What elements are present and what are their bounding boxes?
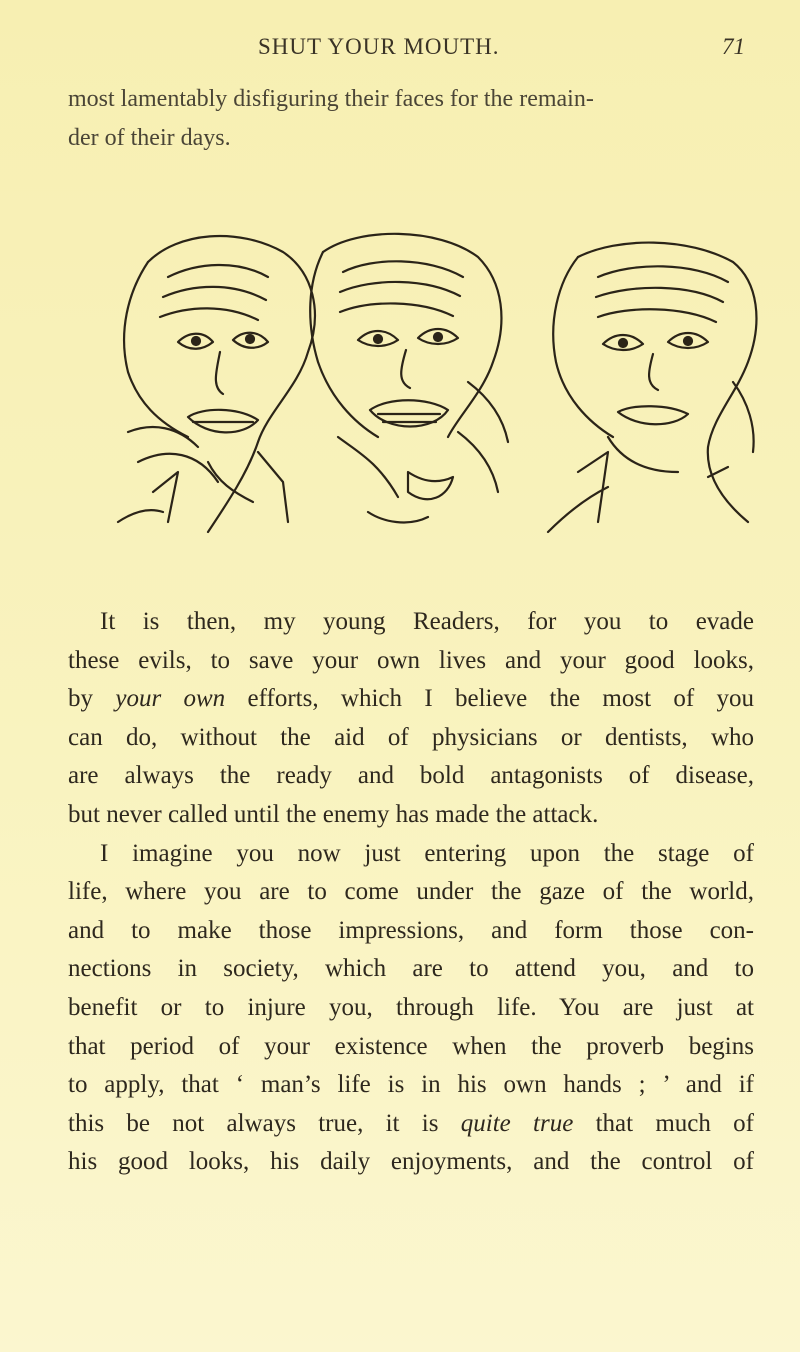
text-segment: efforts, which I believe the most of you bbox=[225, 685, 755, 713]
text-line: can do, without the aid of physicians or dentists, who bbox=[68, 723, 754, 751]
text-segment: this be not always true, it is bbox=[68, 1109, 461, 1137]
text-line bbox=[68, 680, 754, 719]
text-line: these evils, to save your own lives and your good looks, bbox=[68, 646, 754, 674]
face-middle bbox=[310, 234, 508, 523]
emphasis-text: your own bbox=[115, 685, 226, 713]
three-faces-illustration-icon bbox=[108, 222, 768, 582]
text-segment: that much of bbox=[573, 1109, 754, 1137]
top-paragraph bbox=[68, 80, 754, 157]
running-title: SHUT YOUR MOUTH. bbox=[258, 34, 500, 59]
emphasis-text: quite true bbox=[460, 1109, 574, 1137]
text-segment: by bbox=[68, 685, 116, 713]
main-text bbox=[68, 603, 754, 1182]
text-line: his good looks, his daily enjoyments, and the control of bbox=[68, 1148, 754, 1176]
text-line: but never called until the enemy has made the attack. bbox=[68, 800, 599, 828]
face-right bbox=[548, 243, 756, 532]
text-line: are always the ready and bold antagonists of disease, bbox=[68, 762, 754, 790]
text-line: nections in society, which are to attend you, and to bbox=[68, 955, 754, 983]
text-line: to apply, that ‘ man’s life is in his own hands ; ’ and if bbox=[68, 1071, 754, 1099]
running-head bbox=[0, 34, 800, 64]
text-line: that period of your existence when the proverb begins bbox=[68, 1032, 754, 1060]
text-line: It is then, my young Readers, for you to evade bbox=[100, 608, 754, 635]
text-line: benefit or to injure you, through life. You are just at bbox=[68, 993, 754, 1021]
page-number: 71 bbox=[722, 34, 745, 59]
text-line: and to make those impressions, and form those con- bbox=[68, 916, 754, 944]
text-line: life, where you are to come under the gaze of the world, bbox=[68, 878, 754, 906]
text-line: most lamentably disfiguring their faces for the remain- bbox=[68, 86, 594, 112]
face-left bbox=[118, 236, 315, 532]
text-line: I imagine you now just entering upon the stage of bbox=[100, 839, 754, 867]
text-line bbox=[68, 1105, 754, 1144]
text-line: der of their days. bbox=[68, 124, 231, 151]
